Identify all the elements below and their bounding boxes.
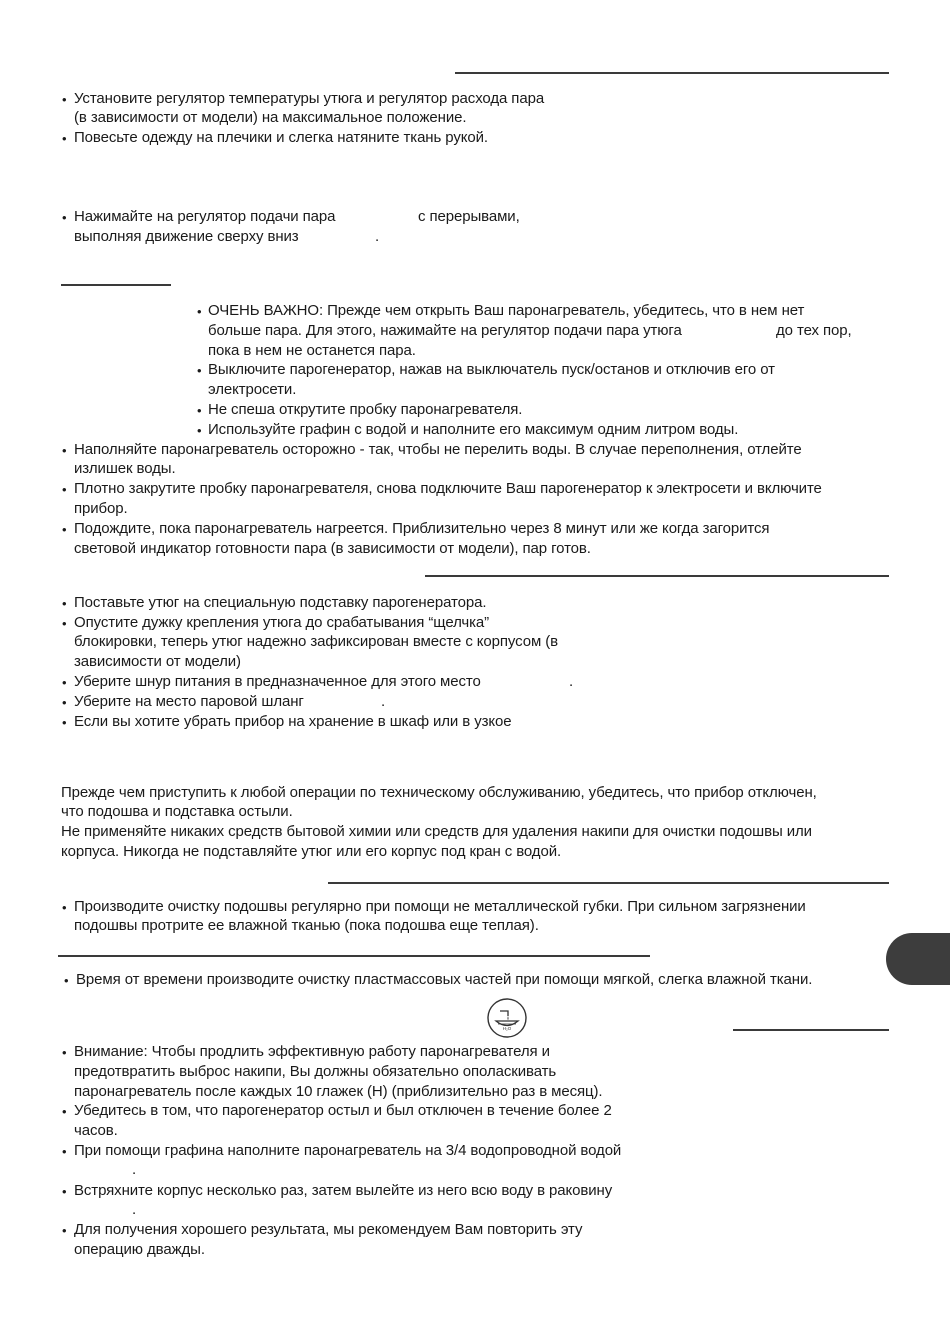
rinsing-item-3-line-2: . (132, 1161, 137, 1178)
refill-item-3-line-2: световой индикатор готовности пара (в зависимости от модели), пар готов. (74, 540, 591, 557)
bullet-marker: • (64, 973, 69, 988)
bullet-marker: • (197, 423, 202, 438)
maintenance-line-3: Не применяйте никаких средств бытовой химии или средств для удаления накипи для очистки подошвы или (61, 823, 812, 840)
rinsing-item-4-line-1: Встряхните корпус несколько раз, затем вылейте из него всю воду в раковину (74, 1182, 613, 1199)
section-rule-ironing (455, 72, 889, 74)
refill-sub-3-line-1: Не спеша открутите пробку паронагревателя. (208, 401, 523, 418)
bullet-marker: • (62, 522, 67, 537)
refill-item-1-line-1: Наполняйте паронагреватель осторожно - так, чтобы не перелить воды. В случае переполнения, отлейте (74, 441, 802, 458)
ironing-item-2-line-1: Повесьте одежду на плечики и слегка натяните ткань рукой. (74, 129, 488, 146)
section-rule-refill (61, 284, 171, 286)
refill-sub-1-tail: до тех пор, (776, 322, 852, 339)
ironing-item-1-line-2: (в зависимости от модели) на максимальное положение. (74, 109, 467, 126)
vertical-item-1-line-2-tail: . (375, 228, 380, 245)
bullet-marker: • (62, 675, 67, 690)
bullet-marker: • (62, 596, 67, 611)
plastic-item-1-line-1: Время от времени производите очистку пластмассовых частей при помощи мягкой, слегка влажной ткани. (76, 971, 813, 988)
storage-item-2-line-3: зависимости от модели) (74, 653, 241, 670)
storage-item-3-line-1: Уберите шнур питания в предназначенное для этого место (74, 673, 481, 690)
refill-sub-2-line-1: Выключите парогенератор, нажав на выключатель пуск/останов и отключив его от (208, 361, 775, 378)
refill-sub-2-line-2: электросети. (208, 381, 297, 398)
page-side-tab (886, 933, 950, 985)
rinsing-item-1-line-2: предотвратить выброс накипи, Вы должны обязательно ополаскивать (74, 1063, 557, 1080)
vertical-item-1-line-1: Нажимайте на регулятор подачи пара (74, 208, 336, 225)
bullet-marker: • (62, 616, 67, 631)
rinsing-item-2-line-2: часов. (74, 1122, 118, 1139)
rinsing-item-2-line-1: Убедитесь в том, что парогенератор остыл и был отключен в течение более 2 (74, 1102, 612, 1119)
storage-item-4-line-1: Уберите на место паровой шланг (74, 693, 304, 710)
soleplate-item-1-line-1: Производите очистку подошвы регулярно при помощи не металлической губки. При сильном загрязнении (74, 898, 806, 915)
bullet-marker: • (62, 443, 67, 458)
section-rule-rinsing (733, 1029, 889, 1031)
rinsing-item-1-line-3: паронагреватель после каждых 10 глажек (Н) (приблизительно раз в месяц). (74, 1083, 603, 1100)
logo-text: Н₂О (502, 1026, 512, 1031)
rinsing-item-4-line-2: . (132, 1201, 137, 1218)
storage-item-5-line-1: Если вы хотите убрать прибор на хранение в шкаф или в узкое (74, 713, 512, 730)
bullet-marker: • (62, 210, 67, 225)
refill-sub-1-line-1: ОЧЕНЬ ВАЖНО: Прежде чем открыть Ваш паронагреватель, убедитесь, что в нем нет (208, 302, 805, 319)
ironing-item-1-line-1: Установите регулятор температуры утюга и регулятор расхода пара (74, 90, 545, 107)
bullet-marker: • (197, 363, 202, 378)
maintenance-line-4: корпуса. Никогда не подставляйте утюг или его корпус под кран с водой. (61, 843, 562, 860)
refill-item-2-line-1: Плотно закрутите пробку паронагревателя, снова подключите Ваш парогенератор к электросети и включите (74, 480, 822, 497)
bullet-marker: • (62, 900, 67, 915)
maintenance-line-2: что подошва и подставка остыли. (61, 803, 293, 820)
section-rule-plastic (58, 955, 650, 957)
bullet-marker: • (62, 715, 67, 730)
rinsing-item-5-line-1: Для получения хорошего результата, мы рекомендуем Вам повторить эту (74, 1221, 583, 1238)
bullet-marker: • (62, 1104, 67, 1119)
bullet-marker: • (62, 1045, 67, 1060)
refill-item-3-line-1: Подождите, пока паронагреватель нагреется. Приблизительно через 8 минут или же когда загорится (74, 520, 770, 537)
refill-sub-1-line-2: больше пара. Для этого, нажимайте на регулятор подачи пара утюга (208, 322, 682, 339)
storage-item-3-tail: . (569, 673, 574, 690)
bullet-marker: • (62, 92, 67, 107)
refill-sub-1-line-3: пока в нем не останется пара. (208, 342, 416, 359)
bullet-marker: • (197, 403, 202, 418)
bullet-marker: • (62, 695, 67, 710)
refill-item-2-line-2: прибор. (74, 500, 128, 517)
refill-item-1-line-2: излишек воды. (74, 460, 176, 477)
bullet-marker: • (62, 1223, 67, 1238)
bullet-marker: • (62, 131, 67, 146)
storage-item-4-tail: . (381, 693, 386, 710)
rinsing-item-3-line-1: При помощи графина наполните паронагреватель на 3/4 водопроводной водой (74, 1142, 622, 1159)
section-rule-storage (425, 575, 889, 577)
storage-item-1-line-1: Поставьте утюг на специальную подставку парогенератора. (74, 594, 487, 611)
maintenance-line-1: Прежде чем приступить к любой операции по техническому обслуживанию, убедитесь, что прибор отключен, (61, 784, 817, 801)
rinsing-item-1-line-1: Внимание: Чтобы продлить эффективную работу паронагревателя и (74, 1043, 550, 1060)
water-bowl-logo-icon (486, 997, 528, 1039)
vertical-item-1-line-2: выполняя движение сверху вниз (74, 228, 299, 245)
vertical-item-1-tail: с перерывами, (418, 208, 520, 225)
bullet-marker: • (62, 1184, 67, 1199)
soleplate-item-1-line-2: подошвы протрите ее влажной тканью (пока подошва еще теплая). (74, 917, 539, 934)
storage-item-2-line-1: Опустите дужку крепления утюга до срабатывания “щелчка” (74, 614, 490, 631)
bullet-marker: • (197, 304, 202, 319)
rinsing-item-5-line-2: операцию дважды. (74, 1241, 205, 1258)
bullet-marker: • (62, 482, 67, 497)
refill-sub-4-line-1: Используйте графин с водой и наполните его максимум одним литром воды. (208, 421, 739, 438)
storage-item-2-line-2: блокировки, теперь утюг надежно зафиксирован вместе с корпусом (в (74, 633, 559, 650)
section-rule-soleplate (328, 882, 889, 884)
bullet-marker: • (62, 1144, 67, 1159)
